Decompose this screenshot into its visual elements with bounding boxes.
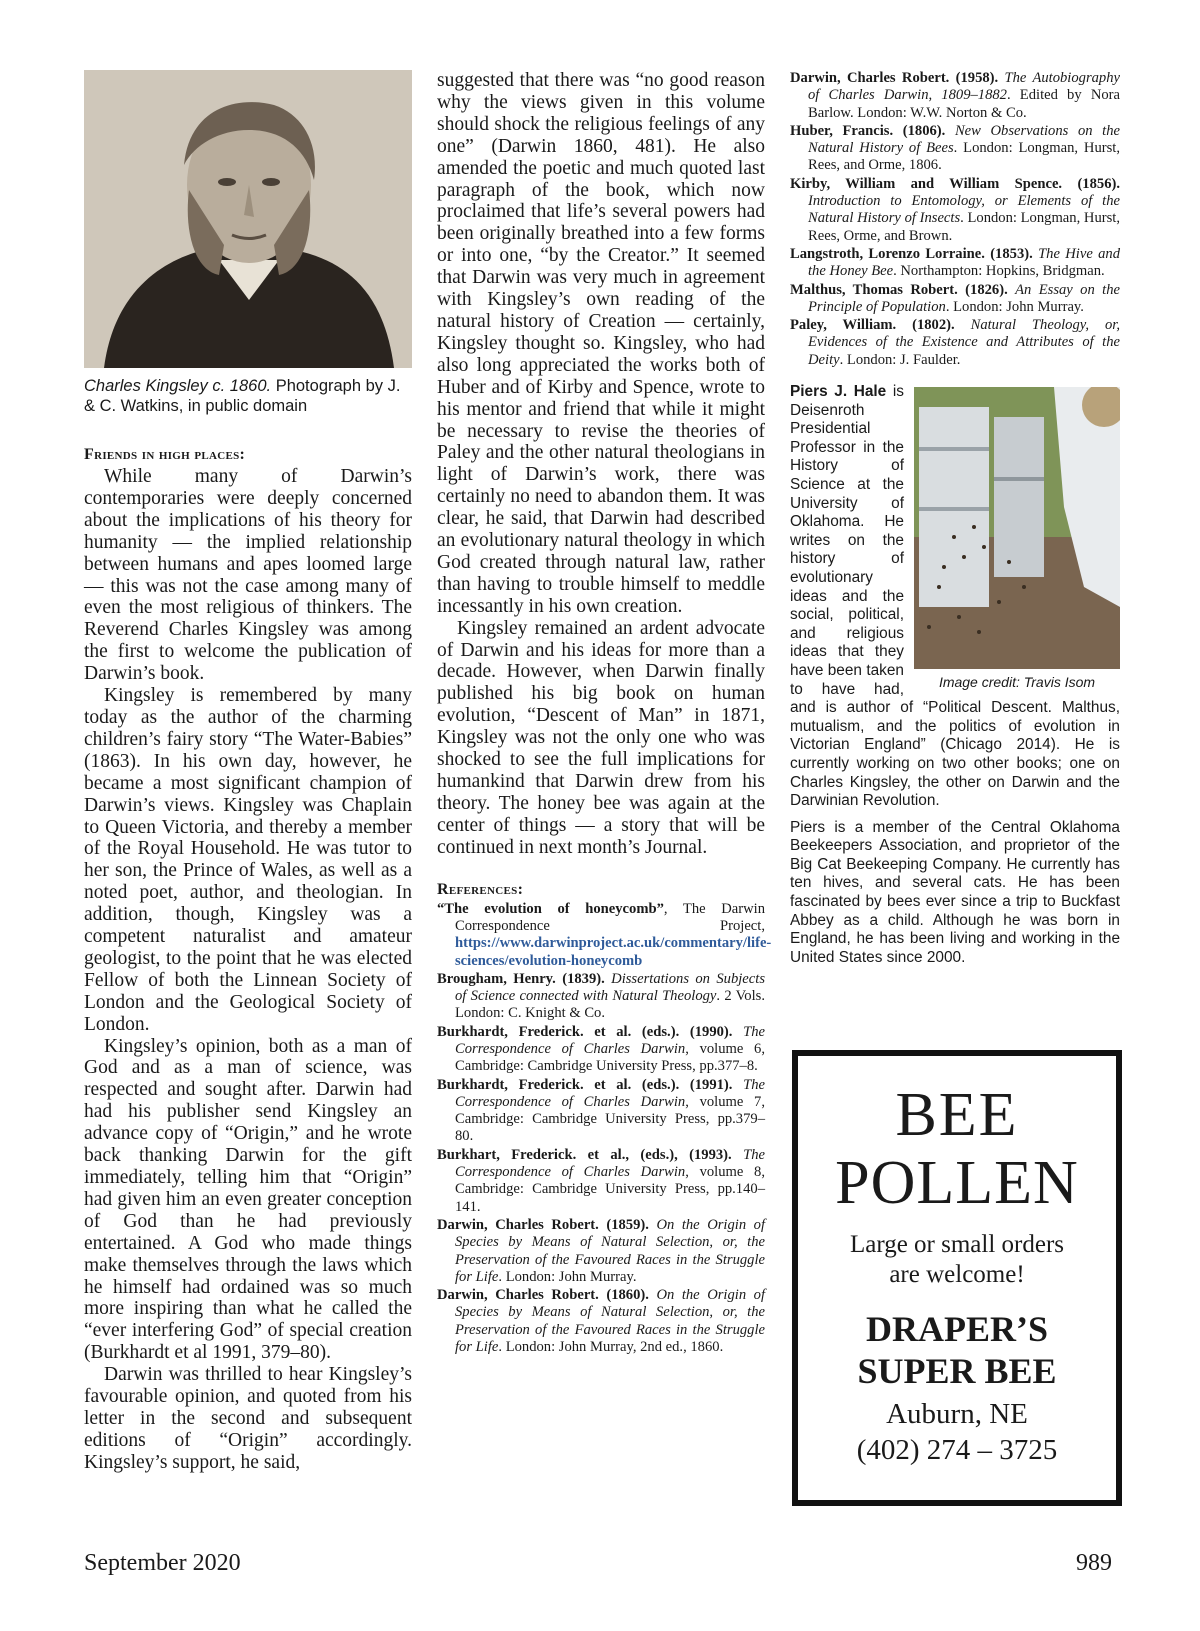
reference-details: . 2 Vols. London: C. Knight & Co. [455, 988, 765, 1022]
ad-line4: are welcome! [889, 1261, 1025, 1288]
reference-details: . London: John Murray. [945, 298, 1084, 315]
image-credit: Image credit: Travis Isom [938, 674, 1096, 691]
reference-item [437, 900, 772, 970]
reference-author: Malthus, Thomas Robert. (1826). [790, 281, 1008, 298]
ad-line3: Large or small orders [849, 1231, 1065, 1258]
reference-author: Burkhart, Frederick. et al., (eds.), (1993). [437, 1146, 732, 1163]
reference-item [437, 1024, 765, 1076]
reference-item [790, 70, 1120, 122]
reference-details: , volume 8, Cambridge: Cambridge University Press, pp.140–141. [455, 1164, 765, 1215]
ad-company-line1: DRAPER’S [865, 1309, 1048, 1349]
reference-item [437, 1217, 765, 1286]
reference-item [437, 1147, 765, 1216]
section-heading: Friends in high places: [84, 446, 246, 463]
reference-title: The Correspondence of Charles Darwin [455, 1146, 766, 1181]
reference-author: Langstroth, Lorenzo Lorraine. (1853). [790, 245, 1033, 262]
ad-title-line1: BEE [895, 1081, 1019, 1149]
reference-author: Darwin, Charles Robert. (1859). [437, 1216, 649, 1233]
reference-details: . Northampton: Hopkins, Bridgman. [893, 263, 1105, 280]
ad-company-line2: SUPER BEE [857, 1351, 1057, 1391]
reference-title: Introduction to Entomology, or Elements of the Natural History of Insects [808, 193, 1120, 227]
portrait-caption: Charles Kingsley c. 1860. Photograph by J. & C. Watkins, in public domain [84, 377, 401, 415]
col2-body [437, 70, 765, 859]
reference-title: Dissertations on Subjects of Science connected with Natural Theology [455, 970, 765, 1005]
reference-author: Brougham, Henry. (1839). [437, 970, 605, 987]
bee-pollen-ad [792, 1050, 1122, 1506]
reference-details: . London: John Murray, 2nd ed., 1860. [498, 1339, 724, 1356]
author-bio [790, 383, 1120, 967]
reference-item [437, 1287, 765, 1356]
reference-item [790, 176, 1120, 245]
reference-item [790, 246, 1120, 281]
reference-details: , The Darwin Correspondence Project, [455, 900, 765, 934]
column-3 [790, 70, 1120, 975]
ad-location: Auburn, NE [886, 1398, 1028, 1430]
references-list-part2 [790, 70, 1120, 369]
kingsley-portrait [84, 70, 412, 368]
portrait-image [84, 70, 412, 368]
reference-title: The Correspondence of Charles Darwin [455, 1076, 765, 1110]
reference-details: , volume 6, Cambridge: Cambridge University Press, pp.377–8. [455, 1041, 765, 1075]
reference-item [437, 971, 765, 1023]
beekeeper-photo [914, 387, 1120, 669]
paragraph: Kingsley’s opinion, both as a man of God and as a man of science, was respected and sought after. Darwin had had his publisher send Kingsley an advance copy of “Origin,” and he wrote back thanking Darwin for the gift immediately, telling him that “Origin” had given him an even greater conception of God than he had previously entertained. A God who made things make themselves through the laws which he himself had ordained was so much more inspiring than what he called the “ever interfering God” of special creation (Burkhardt et al 1991, 379–80). [84, 1035, 412, 1364]
reference-author: Huber, Francis. (1806). [790, 122, 946, 139]
page-number: 989 [1076, 1550, 1112, 1576]
reference-author: Darwin, Charles Robert. (1958). [790, 70, 999, 86]
reference-title: Natural Theology, or, Evidences of the Existence and Attributes of the Deity [808, 317, 1121, 368]
column-2 [437, 70, 772, 1357]
reference-item [790, 317, 1120, 369]
reference-details: . London: John Murray. [498, 1268, 637, 1285]
col1-body [84, 466, 412, 1474]
reference-title: New Observations on the Natural History of Bees [808, 122, 1120, 157]
ad-title-line2: POLLEN [835, 1149, 1079, 1217]
column-1 [84, 70, 412, 1474]
reference-details: . London: Longman, Hurst, Rees, Orme, and Brown. [808, 210, 1120, 244]
reference-title: The Hive and the Honey Bee [808, 245, 1120, 280]
beehive-image [914, 387, 1120, 669]
footer-date: September 2020 [84, 1550, 241, 1576]
reference-details: , volume 7, Cambridge: Cambridge University Press, pp.379–80. [455, 1093, 765, 1145]
reference-title: On the Origin of Species by Means of Natural Selection, or, the Preservation of the Favoured Races in the Struggle for Life [455, 1287, 766, 1356]
paragraph: Darwin was thrilled to hear Kingsley’s favourable opinion, and quoted from his letter in the second and subsequent editions of “Origin” accordingly. Kingsley’s support, he said, [84, 1364, 412, 1473]
reference-details: . London: Longman, Hurst, Rees, and Orme, 1806. [808, 140, 1120, 174]
paragraph: Kingsley remained an ardent advocate of Darwin and his ideas for more than a decade. However, when Darwin finally published his big book on human evolution, “Descent of Man” in 1871, Kingsley was not the only one who was shocked to see the full implications for humankind that Darwin drew from his theory. The honey bee was again at the center of things — a story that will be continued in next month’s Journal. [437, 617, 765, 858]
ad-phone: (402) 274 – 3725 [856, 1434, 1058, 1466]
reference-item [437, 1077, 765, 1146]
bio-paragraph-2: Piers is a member of the Central Oklahoma Beekeepers Association, and proprietor of the Big Cat Beekeeping Company. He currently has ten hives, and several cats. He has been fascinated by bees ever since a trip to Buckfast Abbey as a child. Although he was born in England, he has been living and working in the United States since 2000. [790, 818, 1120, 966]
reference-title: The Correspondence of Charles Darwin [455, 1023, 765, 1057]
reference-title: On the Origin of Species by Means of Natural Selection, or, the Preservation of the Favoured Races in the Struggle for Life [455, 1216, 766, 1285]
reference-link[interactable]: https://www.darwinproject.ac.uk/commentary/life-sciences/evolution-honeycomb [455, 935, 772, 969]
reference-title: An Essay on the Principle of Population [808, 281, 1120, 315]
reference-author: Darwin, Charles Robert. (1860). [437, 1287, 649, 1304]
references-list-part1 [437, 900, 772, 1357]
reference-item [790, 123, 1120, 175]
reference-author: Paley, William. (1802). [790, 317, 955, 334]
reference-item [790, 282, 1120, 317]
reference-author: Burkhardt, Frederick. et al. (eds.). (1991). [437, 1076, 733, 1093]
paragraph: While many of Darwin’s contemporaries were deeply concerned about the implications of his theory for humanity — the implied relationship between humans and apes loomed large — this was not the case among many of even the most religious of thinkers. The Reverend Charles Kingsley was among the first to welcome the publication of Darwin’s book. [84, 466, 412, 685]
reference-details: . London: J. Faulder. [839, 351, 961, 368]
paragraph: Kingsley is remembered by many today as the author of the charming children’s fairy story “The Water-Babies” (1863). In his own day, however, he became a most significant champion of Darwin’s views. Kingsley was Chaplain to Queen Victoria, and thereby a member of the Royal Household. He was tutor to her son, the Prince of Wales, as well as a noted poet, author, and theologian. In addition, though, Kingsley was a competent naturalist and amateur geologist, to the point that he was elected Fellow of both the Linnean Society of London and the Geological Society of London. [84, 685, 412, 1035]
bio-paragraph-1: Piers J. Hale is Deisenroth Presidential Professor in the History of Science at the University of Oklahoma. He writes on the history of evolutionary ideas and the social, political, and religious ideas that they have been taken to have had, and is author of “Political Descent. Malthus, mutualism, and the politics of evolution in Victorian England” (Chicago 2014). He is currently working on two other books; one on Charles Kingsley, the other on Darwin and the Darwinian Revolution. [790, 383, 1120, 810]
reference-details: . Edited by Nora Barlow. London: W.W. Norton & Co. [808, 87, 1120, 121]
references-heading: References: [437, 880, 524, 898]
reference-author: “The evolution of honeycomb” [437, 900, 664, 917]
author-name: Piers J. Hale [790, 383, 887, 401]
reference-author: Kirby, William and William Spence. (1856). [790, 175, 1120, 192]
reference-author: Burkhardt, Frederick. et al. (eds.). (1990). [437, 1023, 733, 1040]
reference-title: The Autobiography of Charles Darwin, 1809–1882 [808, 70, 1120, 104]
paragraph: suggested that there was “no good reason why the views given in this volume should shock the religious feelings of any one” (Darwin 1860, 481). He also amended the poetic and much quoted last paragraph of the book, which now proclaimed that life’s several powers had been originally breathed into a few forms or into one, “by the Creator.” It seemed that Darwin was very much in agreement with Kingsley’s own reading of the natural history of Creation — certainly, Kingsley thought so. Kingsley, who had also long appreciated the works both of Huber and of Kirby and Spence, wrote to his mentor and friend that while it might be necessary to revise the theories of Paley and the other natural theologians in light of Darwin’s work, there was certainly no need to abandon them. It was clear, he said, that Darwin had described an evolutionary natural theology in which God created through natural law, rather than having to trouble himself to meddle incessantly in his own creation. [437, 70, 765, 617]
